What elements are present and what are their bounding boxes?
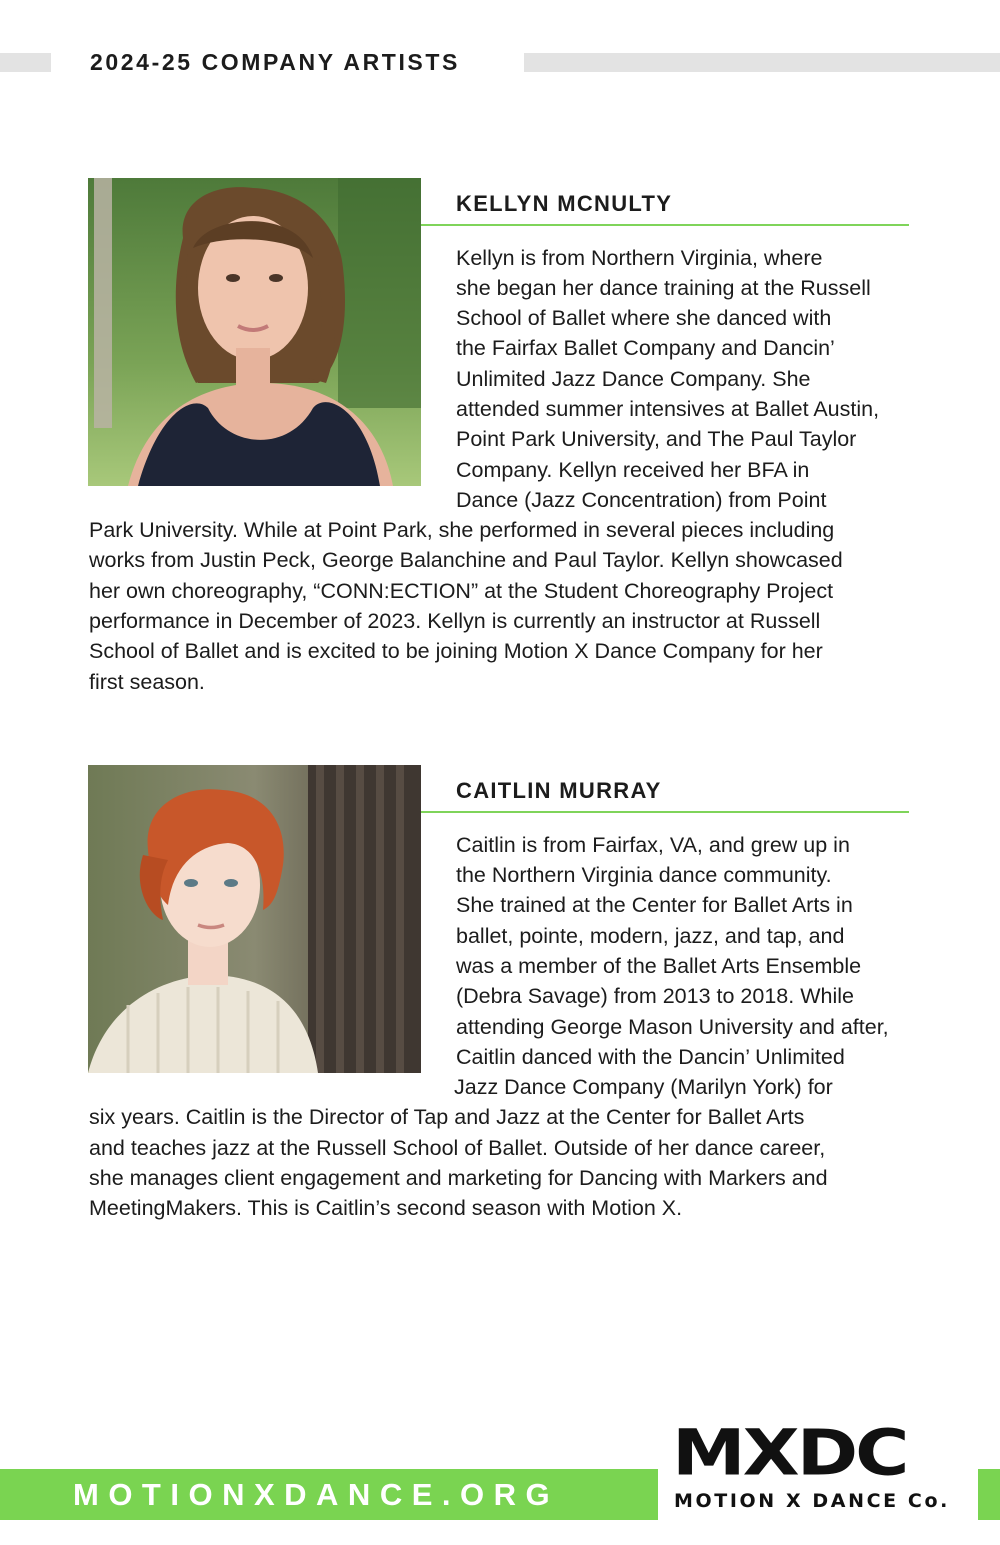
- bio-line: works from Justin Peck, George Balanchine and Paul Taylor. Kellyn showcased: [89, 548, 843, 572]
- bio-line: Kellyn is from Northern Virginia, where: [456, 246, 823, 270]
- bio-line: the Northern Virginia dance community.: [456, 863, 832, 887]
- bio-line: Dance (Jazz Concentration) from Point: [456, 488, 827, 512]
- bio-line: she manages client engagement and marketing for Dancing with Markers and: [89, 1166, 828, 1190]
- logo-wordmark: MOTION X DANCE Co.: [674, 1490, 950, 1512]
- bio-line: and teaches jazz at the Russell School of Ballet. Outside of her dance career,: [89, 1136, 826, 1160]
- logo-mark: MXDC: [672, 1416, 907, 1490]
- bio-line: Caitlin danced with the Dancin’ Unlimited: [456, 1045, 845, 1069]
- artist-photo-kellyn: [88, 178, 421, 486]
- bio-line: School of Ballet where she danced with: [456, 306, 832, 330]
- bio-line: MeetingMakers. This is Caitlin’s second season with Motion X.: [89, 1196, 683, 1220]
- bio-line: attended summer intensives at Ballet Austin,: [456, 397, 880, 421]
- bio-line: ballet, pointe, modern, jazz, and tap, and: [456, 924, 845, 948]
- bio-line: Unlimited Jazz Dance Company. She: [456, 367, 811, 391]
- bio-line: She trained at the Center for Ballet Arts in: [456, 893, 853, 917]
- bio-line: the Fairfax Ballet Company and Dancin’: [456, 336, 835, 360]
- artist-name: KELLYN MCNULTY: [456, 191, 673, 216]
- bio-line: Company. Kellyn received her BFA in: [456, 458, 810, 482]
- name-underline: [421, 811, 909, 813]
- bio-line: six years. Caitlin is the Director of Tap and Jazz at the Center for Ballet Arts: [89, 1105, 805, 1129]
- bio-line: attending George Mason University and after,: [456, 1015, 889, 1039]
- bio-line: (Debra Savage) from 2013 to 2018. While: [456, 984, 854, 1008]
- page-title: 2024-25 COMPANY ARTISTS: [90, 49, 460, 75]
- bio-line: performance in December of 2023. Kellyn is currently an instructor at Russell: [89, 609, 821, 633]
- bio-line: was a member of the Ballet Arts Ensemble: [456, 954, 862, 978]
- header-bar-right: [524, 53, 1000, 72]
- bio-line: Point Park University, and The Paul Taylor: [456, 427, 857, 451]
- website-link[interactable]: MOTIONXDANCE.ORG: [73, 1477, 560, 1512]
- name-underline: [421, 224, 909, 226]
- artist-name: CAITLIN MURRAY: [456, 778, 662, 803]
- artist-photo-caitlin: [88, 765, 421, 1073]
- bio-line: Jazz Dance Company (Marilyn York) for: [454, 1075, 833, 1099]
- header-bar-left: [0, 53, 51, 72]
- bio-line: School of Ballet and is excited to be joining Motion X Dance Company for her: [89, 639, 823, 663]
- bio-line: Park University. While at Point Park, she performed in several pieces including: [89, 518, 835, 542]
- bio-line: she began her dance training at the Russell: [456, 276, 871, 300]
- bio-line: first season.: [89, 670, 205, 694]
- bio-line: Caitlin is from Fairfax, VA, and grew up in: [456, 833, 850, 857]
- bio-line: her own choreography, “CONN:ECTION” at the Student Choreography Project: [89, 579, 834, 603]
